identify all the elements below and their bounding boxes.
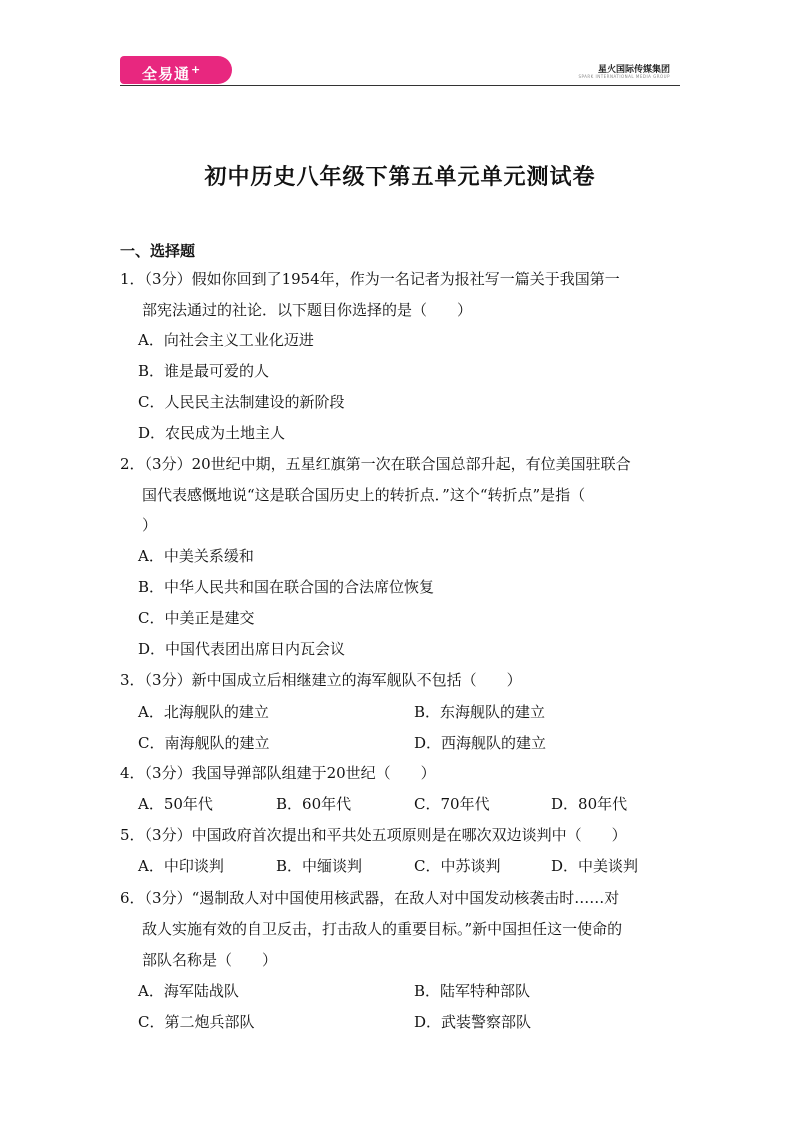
question-5-option-d: D．中美谈判 — [551, 857, 639, 875]
question-3-option-d: D．西海舰队的建立 — [414, 734, 547, 752]
logo-text: 全易通 — [142, 65, 191, 83]
question-2-line-2: 国代表感慨地说“这是联合国历史上的转折点．”这个“转折点”是指（ — [142, 486, 586, 504]
question-1-option-d: D．农民成为土地主人 — [138, 424, 286, 442]
publisher-name: 星火国际传媒集团 — [597, 65, 670, 75]
document-title: 初中历史八年级下第五单元单元测试卷 — [204, 165, 596, 190]
question-2-line-3: ） — [142, 516, 158, 534]
page-header — [120, 56, 680, 86]
question-6-line-3: 部队名称是（ ） — [142, 951, 278, 969]
question-2-option-d: D．中国代表团出席日内瓦会议 — [138, 640, 346, 658]
question-6-option-b: B．陆军特种部队 — [414, 982, 531, 1000]
publisher-subtitle: SPARK INTERNATIONAL MEDIA GROUP — [578, 74, 670, 79]
question-6-line-1: 6．（3分）“遏制敌人对中国使用核武器，在敌人对中国发动核袭击时……对 — [120, 889, 620, 907]
question-2-line-1: 2．（3分）20世纪中期，五星红旗第一次在联合国总部升起，有位美国驻联合 — [120, 455, 631, 473]
question-3-option-b: B．东海舰队的建立 — [414, 703, 546, 721]
header-divider — [120, 85, 680, 86]
question-3-option-c: C．南海舰队的建立 — [138, 734, 270, 752]
question-1-line-2: 部宪法通过的社论．以下题目你选择的是（ ） — [142, 301, 473, 319]
question-3-line-1: 3．（3分）新中国成立后相继建立的海军舰队不包括（ ） — [120, 671, 522, 689]
question-1-option-c: C．人民民主法制建设的新阶段 — [138, 393, 345, 411]
section-heading: 一、选择题 — [120, 242, 196, 260]
question-4-option-d: D．80年代 — [551, 795, 628, 813]
brand-logo — [120, 56, 232, 84]
question-4-option-b: B．60年代 — [276, 795, 352, 813]
question-5-option-c: C．中苏谈判 — [414, 857, 501, 875]
question-6-line-2: 敌人实施有效的自卫反击，打击敌人的重要目标。”新中国担任这一使命的 — [142, 920, 623, 938]
question-6-option-d: D．武装警察部队 — [414, 1013, 532, 1031]
question-6-option-c: C．第二炮兵部队 — [138, 1013, 255, 1031]
question-5-option-a: A．中印谈判 — [138, 857, 224, 875]
question-5-option-b: B．中缅谈判 — [276, 857, 363, 875]
logo-plus: + — [191, 63, 202, 76]
question-2-option-b: B．中华人民共和国在联合国的合法席位恢复 — [138, 578, 435, 596]
question-6-option-a: A．海军陆战队 — [138, 982, 239, 1000]
question-4-option-a: A．50年代 — [138, 795, 213, 813]
question-4-line-1: 4．（3分）我国导弹部队组建于20世纪（ ） — [120, 764, 436, 782]
question-2-option-a: A．中美关系缓和 — [138, 547, 254, 565]
question-3-option-a: A．北海舰队的建立 — [138, 703, 269, 721]
question-1-option-b: B．谁是最可爱的人 — [138, 362, 270, 380]
question-1-line-1: 1．（3分）假如你回到了1954年，作为一名记者为报社写一篇关于我国第一 — [120, 270, 620, 288]
question-5-line-1: 5．（3分）中国政府首次提出和平共处五项原则是在哪次双边谈判中（ ） — [120, 826, 627, 844]
question-4-option-c: C．70年代 — [414, 795, 490, 813]
question-1-option-a: A．向社会主义工业化迈进 — [138, 331, 314, 349]
question-2-option-c: C．中美正是建交 — [138, 609, 255, 627]
